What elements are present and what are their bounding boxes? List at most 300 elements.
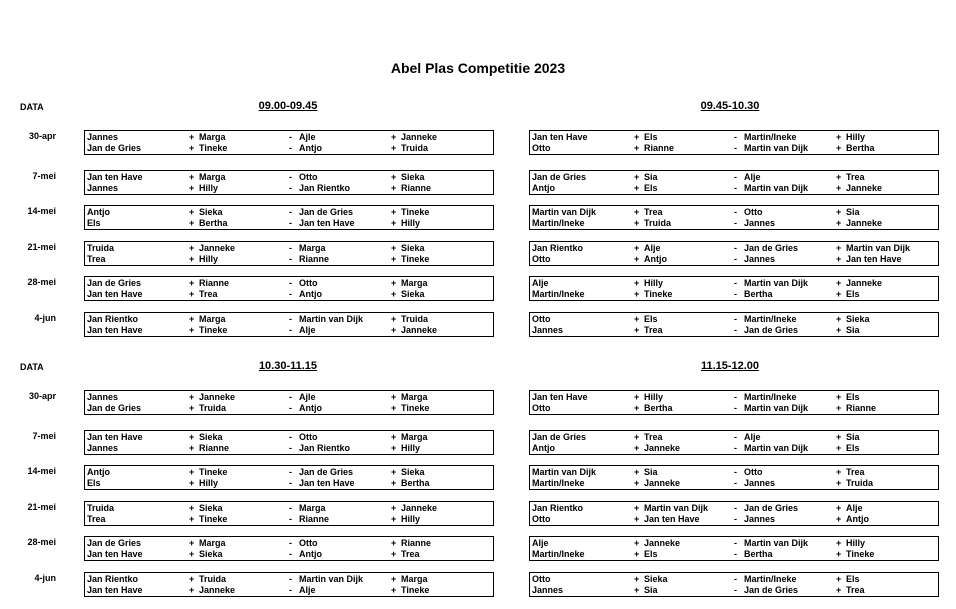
- player-name: Antjo: [299, 403, 322, 413]
- match-operator: -: [734, 467, 737, 477]
- player-name: Marga: [199, 538, 226, 548]
- player-name: Sia: [846, 325, 860, 335]
- match-line: [530, 314, 938, 325]
- match-line: [530, 432, 938, 443]
- player-name: Alje: [644, 243, 661, 253]
- match-date: 14-mei: [27, 466, 56, 476]
- match-box: [529, 390, 939, 415]
- match-operator: +: [391, 207, 397, 217]
- match-box: [84, 241, 494, 266]
- match-date: 7-mei: [32, 171, 56, 181]
- match-operator: -: [289, 254, 292, 264]
- player-name: Jan Rientko: [299, 183, 351, 193]
- match-operator: +: [189, 254, 195, 264]
- player-name: Trea: [644, 325, 663, 335]
- player-name: Martin van Dijk: [644, 503, 709, 513]
- match-operator: +: [634, 403, 640, 413]
- player-name: Trea: [644, 432, 663, 442]
- match-operator: +: [634, 574, 640, 584]
- match-operator: +: [836, 132, 842, 142]
- player-name: Rianne: [199, 443, 230, 453]
- match-operator: -: [734, 549, 737, 559]
- match-line: [530, 143, 938, 154]
- player-name: Janneke: [644, 538, 681, 548]
- player-name: Bertha: [401, 478, 430, 488]
- match-line: [85, 432, 493, 443]
- match-operator: -: [289, 172, 292, 182]
- player-name: Tineke: [644, 289, 673, 299]
- player-name: Jannes: [87, 132, 119, 142]
- match-line: [530, 278, 938, 289]
- match-operator: +: [189, 207, 195, 217]
- match-line: [530, 207, 938, 218]
- player-name: Tineke: [846, 549, 875, 559]
- match-line: [530, 172, 938, 183]
- match-operator: +: [391, 132, 397, 142]
- player-name: Otto: [532, 314, 551, 324]
- player-name: Rianne: [299, 254, 330, 264]
- match-operator: -: [289, 218, 292, 228]
- data-column-label: DATA: [20, 362, 44, 372]
- player-name: Otto: [299, 538, 318, 548]
- player-name: Rianne: [401, 183, 432, 193]
- match-operator: -: [289, 538, 292, 548]
- player-name: Martin van Dijk: [744, 538, 809, 548]
- match-operator: -: [289, 478, 292, 488]
- match-operator: +: [391, 325, 397, 335]
- match-operator: +: [189, 243, 195, 253]
- player-name: Marga: [401, 278, 428, 288]
- player-name: Janneke: [401, 325, 438, 335]
- player-name: Trea: [87, 514, 106, 524]
- player-name: Martin/Ineke: [532, 218, 585, 228]
- match-operator: +: [189, 514, 195, 524]
- player-name: Antjo: [299, 549, 322, 559]
- player-name: Janneke: [644, 443, 681, 453]
- match-line: [85, 132, 493, 143]
- player-name: Els: [644, 183, 658, 193]
- match-box: [529, 465, 939, 490]
- player-name: Sieka: [401, 467, 425, 477]
- match-operator: +: [189, 467, 195, 477]
- match-operator: +: [189, 132, 195, 142]
- player-name: Otto: [532, 514, 551, 524]
- player-name: Martin van Dijk: [532, 207, 597, 217]
- player-name: Martin van Dijk: [846, 243, 911, 253]
- match-operator: +: [836, 538, 842, 548]
- match-operator: -: [289, 574, 292, 584]
- player-name: Jan ten Have: [532, 132, 588, 142]
- match-operator: +: [391, 289, 397, 299]
- match-operator: -: [734, 574, 737, 584]
- player-name: Jan de Gries: [744, 503, 799, 513]
- player-name: Jannes: [744, 478, 776, 488]
- player-name: Jan de Gries: [299, 467, 354, 477]
- match-operator: -: [734, 392, 737, 402]
- match-operator: +: [189, 325, 195, 335]
- player-name: Marga: [401, 432, 428, 442]
- player-name: Jan ten Have: [846, 254, 902, 264]
- match-date: 21-mei: [27, 242, 56, 252]
- match-date: 28-mei: [27, 277, 56, 287]
- match-line: [85, 278, 493, 289]
- player-name: Jan de Gries: [744, 325, 799, 335]
- player-name: Els: [846, 289, 860, 299]
- match-line: [530, 289, 938, 300]
- match-date: 21-mei: [27, 502, 56, 512]
- player-name: Jan ten Have: [87, 432, 143, 442]
- player-name: Jannes: [744, 514, 776, 524]
- match-operator: -: [289, 503, 292, 513]
- player-name: Janneke: [846, 218, 883, 228]
- player-name: Alje: [299, 325, 316, 335]
- match-line: [85, 254, 493, 265]
- player-name: Tineke: [199, 143, 228, 153]
- match-operator: -: [734, 243, 737, 253]
- match-date: 14-mei: [27, 206, 56, 216]
- match-operator: +: [634, 243, 640, 253]
- player-name: Otto: [299, 172, 318, 182]
- player-name: Truida: [644, 218, 672, 228]
- match-operator: +: [391, 514, 397, 524]
- match-operator: +: [391, 143, 397, 153]
- player-name: Marga: [401, 392, 428, 402]
- player-name: Tineke: [401, 403, 430, 413]
- match-operator: +: [634, 278, 640, 288]
- match-operator: -: [289, 325, 292, 335]
- player-name: Otto: [532, 254, 551, 264]
- player-name: Janneke: [846, 278, 883, 288]
- match-operator: +: [634, 314, 640, 324]
- match-operator: +: [634, 132, 640, 142]
- match-operator: +: [189, 278, 195, 288]
- player-name: Tineke: [199, 325, 228, 335]
- match-line: [530, 549, 938, 560]
- player-name: Truida: [199, 403, 227, 413]
- match-operator: -: [289, 207, 292, 217]
- player-name: Martin/Ineke: [744, 132, 797, 142]
- match-operator: -: [289, 143, 292, 153]
- player-name: Sieka: [199, 549, 223, 559]
- player-name: Antjo: [532, 443, 555, 453]
- match-box: [84, 536, 494, 561]
- player-name: Otto: [299, 278, 318, 288]
- player-name: Jan de Gries: [87, 143, 142, 153]
- match-box: [529, 205, 939, 230]
- player-name: Marga: [401, 574, 428, 584]
- player-name: Trea: [846, 585, 865, 595]
- player-name: Hilly: [846, 538, 866, 548]
- match-line: [85, 325, 493, 336]
- match-operator: -: [734, 172, 737, 182]
- match-line: [85, 538, 493, 549]
- player-name: Ajle: [299, 392, 316, 402]
- match-line: [530, 443, 938, 454]
- match-operator: +: [836, 574, 842, 584]
- player-name: Hilly: [401, 514, 421, 524]
- match-box: [84, 430, 494, 455]
- match-operator: -: [734, 432, 737, 442]
- match-line: [85, 172, 493, 183]
- player-name: Alje: [846, 503, 863, 513]
- player-name: Janneke: [644, 478, 681, 488]
- match-operator: +: [836, 289, 842, 299]
- match-operator: +: [189, 403, 195, 413]
- player-name: Truida: [87, 243, 115, 253]
- player-name: Jannes: [744, 254, 776, 264]
- match-operator: -: [734, 218, 737, 228]
- player-name: Otto: [532, 403, 551, 413]
- match-operator: +: [634, 538, 640, 548]
- match-box: [529, 536, 939, 561]
- player-name: Martin van Dijk: [744, 443, 809, 453]
- match-operator: +: [634, 432, 640, 442]
- player-name: Sieka: [199, 503, 223, 513]
- player-name: Bertha: [744, 289, 773, 299]
- match-operator: +: [391, 443, 397, 453]
- match-operator: +: [189, 289, 195, 299]
- match-operator: -: [289, 392, 292, 402]
- match-operator: +: [391, 218, 397, 228]
- match-line: [530, 132, 938, 143]
- match-line: [85, 443, 493, 454]
- player-name: Rianne: [644, 143, 675, 153]
- player-name: Jan ten Have: [532, 392, 588, 402]
- match-operator: +: [391, 278, 397, 288]
- match-line: [85, 243, 493, 254]
- player-name: Jan ten Have: [644, 514, 700, 524]
- player-name: Sieka: [199, 207, 223, 217]
- player-name: Marga: [199, 132, 226, 142]
- match-operator: +: [189, 478, 195, 488]
- match-operator: +: [189, 143, 195, 153]
- match-line: [85, 289, 493, 300]
- player-name: Jannes: [87, 183, 119, 193]
- player-name: Bertha: [199, 218, 228, 228]
- player-name: Antjo: [846, 514, 869, 524]
- match-operator: +: [189, 503, 195, 513]
- match-operator: +: [189, 585, 195, 595]
- player-name: Alje: [532, 538, 549, 548]
- match-box: [84, 170, 494, 195]
- player-name: Tineke: [401, 585, 430, 595]
- player-name: Jan Rientko: [532, 243, 584, 253]
- match-operator: -: [734, 278, 737, 288]
- player-name: Hilly: [846, 132, 866, 142]
- match-box: [84, 312, 494, 337]
- player-name: Martin van Dijk: [744, 278, 809, 288]
- match-operator: -: [734, 403, 737, 413]
- player-name: Antjo: [532, 183, 555, 193]
- match-operator: +: [391, 585, 397, 595]
- match-operator: +: [836, 207, 842, 217]
- match-operator: +: [634, 183, 640, 193]
- match-line: [530, 574, 938, 585]
- match-operator: +: [391, 403, 397, 413]
- match-line: [85, 574, 493, 585]
- player-name: Martin/Ineke: [532, 289, 585, 299]
- player-name: Hilly: [199, 254, 219, 264]
- match-operator: +: [836, 243, 842, 253]
- player-name: Hilly: [199, 478, 219, 488]
- match-operator: +: [634, 503, 640, 513]
- match-box: [84, 205, 494, 230]
- match-line: [530, 585, 938, 596]
- match-operator: +: [634, 514, 640, 524]
- player-name: Janneke: [401, 132, 438, 142]
- match-box: [529, 170, 939, 195]
- match-operator: -: [289, 132, 292, 142]
- player-name: Sia: [846, 207, 860, 217]
- match-operator: -: [734, 314, 737, 324]
- player-name: Sia: [644, 172, 658, 182]
- player-name: Rianne: [199, 278, 230, 288]
- match-operator: -: [734, 538, 737, 548]
- player-name: Otto: [532, 143, 551, 153]
- player-name: Martin van Dijk: [299, 574, 364, 584]
- match-operator: -: [289, 514, 292, 524]
- match-operator: -: [289, 403, 292, 413]
- match-operator: +: [189, 432, 195, 442]
- player-name: Marga: [299, 503, 326, 513]
- match-operator: +: [189, 443, 195, 453]
- player-name: Jannes: [532, 325, 564, 335]
- player-name: Rianne: [846, 403, 877, 413]
- player-name: Sieka: [401, 289, 425, 299]
- match-operator: +: [836, 314, 842, 324]
- player-name: Alje: [744, 172, 761, 182]
- player-name: Janneke: [199, 392, 236, 402]
- match-operator: +: [189, 549, 195, 559]
- player-name: Bertha: [846, 143, 875, 153]
- player-name: Bertha: [744, 549, 773, 559]
- player-name: Janneke: [401, 503, 438, 513]
- player-name: Truida: [846, 478, 874, 488]
- match-line: [85, 467, 493, 478]
- match-line: [85, 585, 493, 596]
- match-operator: +: [189, 538, 195, 548]
- match-operator: +: [634, 478, 640, 488]
- match-operator: +: [836, 549, 842, 559]
- match-operator: +: [391, 314, 397, 324]
- match-operator: -: [734, 132, 737, 142]
- player-name: Jannes: [87, 392, 119, 402]
- match-operator: -: [734, 207, 737, 217]
- player-name: Antjo: [87, 467, 110, 477]
- player-name: Els: [846, 392, 860, 402]
- match-box: [529, 130, 939, 155]
- match-line: [530, 467, 938, 478]
- match-operator: +: [189, 574, 195, 584]
- player-name: Antjo: [299, 289, 322, 299]
- match-line: [530, 218, 938, 229]
- match-operator: -: [289, 243, 292, 253]
- player-name: Janneke: [846, 183, 883, 193]
- player-name: Els: [87, 218, 101, 228]
- player-name: Sieka: [644, 574, 668, 584]
- player-name: Janneke: [199, 585, 236, 595]
- match-operator: -: [734, 183, 737, 193]
- player-name: Els: [846, 574, 860, 584]
- player-name: Martin/Ineke: [744, 392, 797, 402]
- player-name: Sia: [644, 467, 658, 477]
- match-operator: +: [634, 143, 640, 153]
- match-operator: -: [289, 432, 292, 442]
- player-name: Jan ten Have: [87, 549, 143, 559]
- player-name: Sieka: [199, 432, 223, 442]
- match-box: [529, 501, 939, 526]
- player-name: Trea: [401, 549, 420, 559]
- match-box: [529, 430, 939, 455]
- player-name: Ajle: [299, 132, 316, 142]
- match-line: [530, 503, 938, 514]
- player-name: Martin/Ineke: [532, 478, 585, 488]
- match-line: [85, 218, 493, 229]
- player-name: Martin/Ineke: [744, 314, 797, 324]
- match-operator: +: [391, 467, 397, 477]
- match-operator: +: [634, 218, 640, 228]
- player-name: Antjo: [644, 254, 667, 264]
- player-name: Jannes: [532, 585, 564, 595]
- match-operator: -: [289, 585, 292, 595]
- match-operator: +: [391, 432, 397, 442]
- player-name: Hilly: [401, 218, 421, 228]
- match-date: 30-apr: [28, 391, 56, 401]
- match-operator: +: [391, 254, 397, 264]
- match-line: [530, 478, 938, 489]
- match-operator: -: [734, 443, 737, 453]
- match-operator: -: [734, 478, 737, 488]
- match-operator: +: [634, 549, 640, 559]
- match-operator: +: [634, 289, 640, 299]
- player-name: Hilly: [644, 278, 664, 288]
- match-operator: -: [734, 143, 737, 153]
- player-name: Jan de Gries: [87, 403, 142, 413]
- match-operator: -: [289, 314, 292, 324]
- player-name: Marga: [199, 172, 226, 182]
- player-name: Jan Rientko: [87, 314, 139, 324]
- match-operator: +: [836, 392, 842, 402]
- match-operator: +: [634, 392, 640, 402]
- match-operator: -: [734, 254, 737, 264]
- match-box: [84, 130, 494, 155]
- match-box: [529, 572, 939, 597]
- match-operator: +: [836, 467, 842, 477]
- player-name: Martin/Ineke: [532, 549, 585, 559]
- match-line: [530, 183, 938, 194]
- match-box: [84, 276, 494, 301]
- match-operator: +: [189, 218, 195, 228]
- player-name: Sia: [846, 432, 860, 442]
- player-name: Martin van Dijk: [299, 314, 364, 324]
- player-name: Alje: [299, 585, 316, 595]
- match-operator: +: [391, 549, 397, 559]
- match-line: [85, 207, 493, 218]
- player-name: Jan ten Have: [87, 325, 143, 335]
- player-name: Jannes: [744, 218, 776, 228]
- player-name: Tineke: [401, 254, 430, 264]
- player-name: Tineke: [199, 514, 228, 524]
- time-slot-header: 11.15-12.00: [700, 360, 760, 372]
- player-name: Truida: [199, 574, 227, 584]
- match-line: [530, 325, 938, 336]
- match-line: [85, 314, 493, 325]
- match-box: [529, 276, 939, 301]
- match-operator: +: [836, 278, 842, 288]
- player-name: Rianne: [299, 514, 330, 524]
- match-operator: -: [734, 503, 737, 513]
- player-name: Trea: [87, 254, 106, 264]
